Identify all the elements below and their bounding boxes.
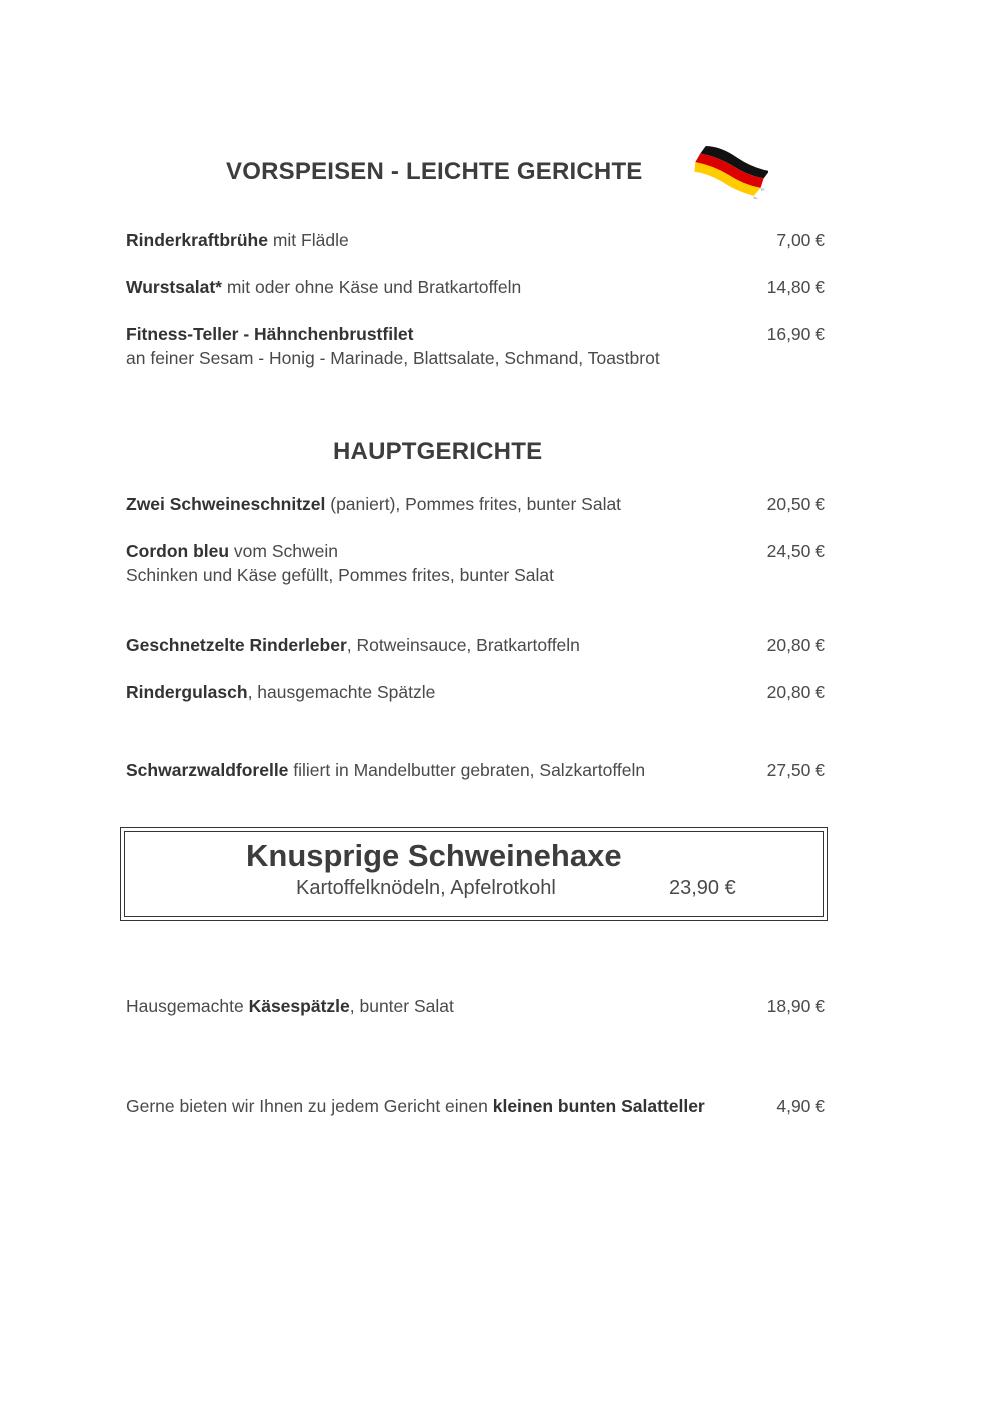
price-wurstsalat: 14,80 €	[766, 277, 825, 297]
dish-name: Wurstsalat*	[126, 277, 222, 297]
dish-name: Rindergulasch	[126, 682, 248, 702]
dish-description: mit oder ohne Käse und Bratkartoffeln	[221, 277, 522, 297]
salad-offer-name: kleinen bunten Salatteller	[492, 1096, 705, 1116]
menu-item-schwarzwaldforelle	[126, 758, 645, 782]
dish-description: , hausgemachte Spätzle	[247, 682, 436, 702]
price-salad-offer: 4,90 €	[776, 1096, 825, 1116]
dish-description: filiert in Mandelbutter gebraten, Salzkartoffeln	[288, 760, 646, 780]
menu-item-rinderleber	[126, 633, 580, 657]
menu-item-kaesespaetzle	[126, 994, 454, 1018]
dish-description: , bunter Salat	[349, 996, 454, 1016]
starters-section-title: VORSPEISEN - LEICHTE GERICHTE	[226, 158, 643, 185]
dish-description: vom Schwein	[229, 541, 338, 561]
feature-price: 23,90 €	[669, 877, 736, 899]
dish-description: (paniert), Pommes frites, bunter Salat	[325, 494, 622, 514]
dish-name: Zwei Schweineschnitzel	[126, 494, 326, 514]
dish-name: Fitness-Teller - Hähnchenbrustfilet	[126, 324, 414, 344]
price-kaesespaetzle: 18,90 €	[766, 996, 825, 1016]
price-fitness-teller: 16,90 €	[766, 324, 825, 344]
menu-item-cordon-bleu	[126, 539, 338, 563]
feature-title: Knusprige Schweinehaxe	[246, 838, 622, 873]
menu-item-wurstsalat	[126, 275, 521, 299]
dish-name: Cordon bleu	[126, 541, 230, 561]
menu-item-cordon-bleu-description: Schinken und Käse gefüllt, Pommes frites, bunter Salat	[126, 565, 555, 585]
menu-item-fitness-teller-description: an feiner Sesam - Honig - Marinade, Blattsalate, Schmand, Toastbrot	[126, 348, 660, 368]
salad-offer	[126, 1094, 705, 1118]
dish-description: , Rotweinsauce, Bratkartoffeln	[346, 635, 580, 655]
price-cordon-bleu: 24,50 €	[766, 541, 825, 561]
price-schwarzwaldforelle: 27,50 €	[766, 760, 825, 780]
feature-subtitle: Kartoffelknödeln, Apfelrotkohl	[296, 877, 556, 899]
dish-name: Rinderkraftbrühe	[126, 230, 268, 250]
dish-name: Käsespätzle	[248, 996, 350, 1016]
dish-description: mit Flädle	[267, 230, 349, 250]
dish-name: Geschnetzelte Rinderleber	[126, 635, 347, 655]
price-rindergulasch: 20,80 €	[766, 682, 825, 702]
menu-item-rinderkraftbruehe	[126, 228, 349, 252]
salad-offer-prefix: Gerne bieten wir Ihnen zu jedem Gericht einen	[126, 1096, 493, 1116]
mains-section-title: HAUPTGERICHTE	[333, 438, 543, 465]
menu-item-schweineschnitzel	[126, 492, 621, 516]
price-rinderkraftbruehe: 7,00 €	[776, 230, 825, 250]
german-flag-icon	[690, 140, 768, 210]
menu-item-fitness-teller	[126, 322, 414, 346]
menu-item-rindergulasch	[126, 680, 435, 704]
dish-name: Schwarzwaldforelle	[126, 760, 289, 780]
price-schweineschnitzel: 20,50 €	[766, 494, 825, 514]
price-rinderleber: 20,80 €	[766, 635, 825, 655]
dish-prefix: Hausgemachte	[126, 996, 249, 1016]
